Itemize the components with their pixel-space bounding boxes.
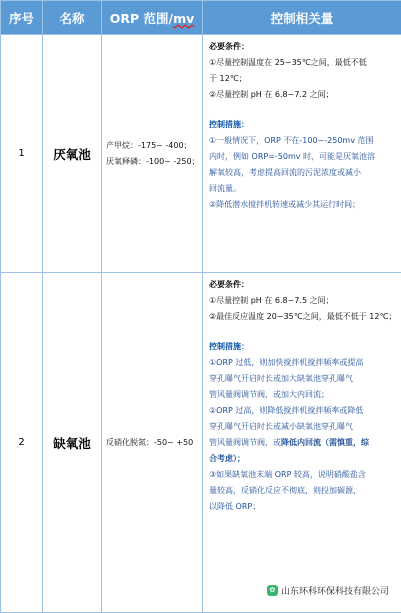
header-index: 序号 xyxy=(1,1,43,35)
required-line: 于 12℃； xyxy=(209,71,397,87)
wechat-logo-icon: ✿ xyxy=(267,585,278,596)
header-range-prefix: ORP 范围/ xyxy=(110,11,173,26)
required-line: ①尽量控制 pH 在 6.8~7.5 之间； xyxy=(209,293,397,309)
table-row xyxy=(1,35,401,273)
range-line: 产甲烷：-175~ -400； xyxy=(106,138,202,154)
required-title: 必要条件： xyxy=(209,39,397,55)
measures-emphasis: 降低内回流（需慎重，综 xyxy=(281,438,369,447)
watermark xyxy=(263,582,393,598)
required-line: ②最佳反应温度 20~35℃之间，最低不低于 12℃； xyxy=(209,309,397,325)
header-control: 控制相关量 xyxy=(203,1,401,35)
row-control xyxy=(203,35,401,273)
required-line: ①尽量控制温度在 25~35℃之间，最低不低 xyxy=(209,55,397,71)
row-index: 1 xyxy=(1,35,43,273)
measures-line: 穿孔曝气开启时长或减小缺氧池穿孔曝气 xyxy=(209,419,397,435)
measures-line: 合考虑）； xyxy=(209,451,397,467)
header-orp-range xyxy=(102,1,203,35)
range-line: 厌氧释磷：-100~ -250； xyxy=(106,154,202,170)
measures-line xyxy=(209,435,397,451)
measures-line: 管风量阀调节阀，或加大内回流； xyxy=(209,387,397,403)
measures-text: 管风量阀调节阀，或 xyxy=(209,438,281,447)
row-index: 2 xyxy=(1,273,43,613)
required-line: ②尽量控制 pH 在 6.8~7.2 之间； xyxy=(209,87,397,103)
measures-line: ②ORP 过高，则降低搅拌机搅拌频率或降低 xyxy=(209,403,397,419)
row-name: 厌氧池 xyxy=(43,35,102,273)
measures-line: ③如果缺氧池末端 ORP 较高，说明硝酸盐含 xyxy=(209,467,397,483)
row-control xyxy=(203,273,401,613)
row-name: 缺氧池 xyxy=(43,273,102,613)
range-line: 反硝化脱氮：-50~ +50 xyxy=(106,435,202,451)
measures-line: ②降低潜水搅拌机转速或减少其运行时间； xyxy=(209,197,397,213)
row-range xyxy=(102,35,203,273)
measures-line: 内时，例如 ORP=-50mv 时，可能是厌氧池溶 xyxy=(209,149,397,165)
measures-line: 量较高，反硝化反应不彻底，则投加碳源， xyxy=(209,483,397,499)
table-row xyxy=(1,273,401,613)
measures-line: 解氧较高，考虑提高回流的污泥浓度或减小 xyxy=(209,165,397,181)
header-range-unit: mv xyxy=(173,11,194,26)
required-title: 必要条件： xyxy=(209,277,397,293)
measures-line: 回流量。 xyxy=(209,181,397,197)
table-header-row xyxy=(1,1,401,35)
row-range xyxy=(102,273,203,613)
measures-line: ①一般情况下，ORP 不在-100~-250mv 范围 xyxy=(209,133,397,149)
watermark-text: 山东环科环保科技有限公司 xyxy=(281,584,389,597)
measures-line: 穿孔曝气开启时长或加大缺氧池穿孔曝气 xyxy=(209,371,397,387)
measures-title: 控制措施： xyxy=(209,117,397,133)
header-name: 名称 xyxy=(43,1,102,35)
measures-line: ①ORP 过低，则加快搅拌机搅拌频率或提高 xyxy=(209,355,397,371)
measures-line: 以降低 ORP； xyxy=(209,499,397,515)
measures-title: 控制措施： xyxy=(209,339,397,355)
